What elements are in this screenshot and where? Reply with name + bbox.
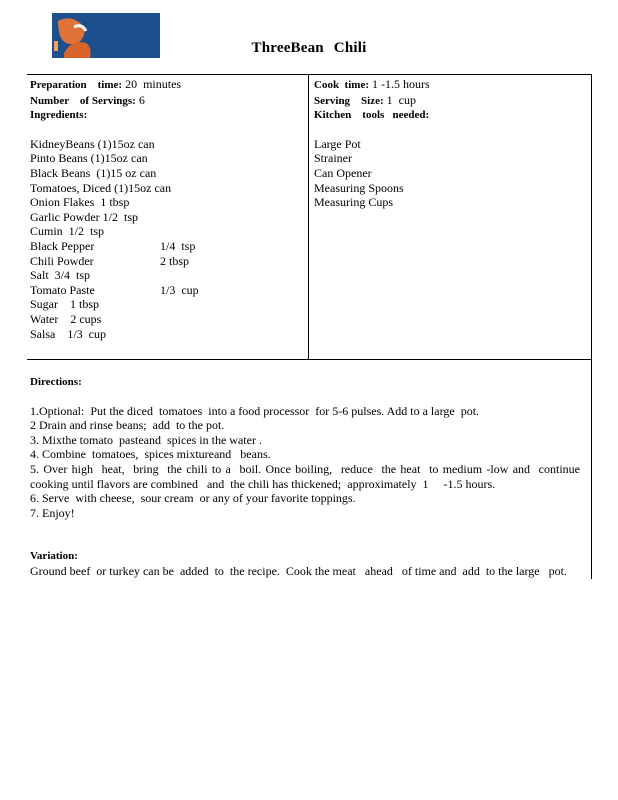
ingredient-item <box>30 239 305 254</box>
serving-size-value: 1 cup <box>386 92 416 107</box>
page-title: ThreeBean Chili <box>251 40 367 56</box>
ingredient-name: Black Pepper <box>30 238 95 253</box>
direction-step: 4. Combine tomatoes, spices mixtureand beans. <box>30 447 271 462</box>
ingredient-item <box>30 210 305 225</box>
cook-time-value: 1 -1.5 hours <box>372 77 430 91</box>
ingredient-item <box>30 283 305 298</box>
prep-time <box>30 77 305 93</box>
ingredient-amount: 2 tbsp <box>160 253 190 268</box>
ingredient-name: Salt 3/4 tsp <box>30 268 91 283</box>
direction-step: 6. Serve with cheese, sour cream or any of your favorite toppings. <box>30 491 356 506</box>
tool-item: Large Pot <box>314 136 361 151</box>
ingredient-item <box>30 195 305 210</box>
spacer <box>30 520 586 549</box>
ingredient-name: Water 2 cups <box>30 311 102 326</box>
direction-step: 2 Drain and rinse beans; add to the pot. <box>30 418 225 433</box>
servings-value: 6 <box>138 92 145 107</box>
direction-step: 7. Enjoy! <box>30 505 75 520</box>
ingredient-name: Cumin 1/2 tsp <box>30 224 105 239</box>
tools-cell <box>314 77 584 210</box>
ingredients-cell <box>30 77 305 341</box>
prep-time-label: Preparation time: <box>30 79 123 91</box>
tool-item: Measuring Cups <box>314 195 393 210</box>
spacer <box>30 123 305 137</box>
ingredient-name: Pinto Beans (1)15oz can <box>30 151 148 166</box>
tool-item: Measuring Spoons <box>314 180 404 195</box>
cook-time <box>314 77 584 93</box>
tools-list <box>314 137 584 210</box>
servings <box>30 93 305 109</box>
direction-step: 5. Over high heat, bring the chili to a boil. Once boiling, reduce the heat to medium -low and continue cooking until flavors are combined and the chili has thickened; approximately 1 -1.5 hours. <box>30 461 586 491</box>
directions-cell <box>30 375 586 579</box>
ingredient-name: Onion Flakes 1 tbsp <box>30 195 130 210</box>
variation-text: Ground beef or turkey can be added to the recipe. Cook the meat ahead of time and add to the large pot. <box>30 563 567 578</box>
ingredients-label: Ingredients: <box>30 109 88 122</box>
ingredient-name: Black Beans (1)15 oz can <box>30 165 157 180</box>
ingredient-amount: 1/3 cup <box>160 282 199 297</box>
ingredients-list <box>30 137 305 341</box>
ingredient-item <box>30 181 305 196</box>
prep-time-value: 20 minutes <box>125 77 182 91</box>
table-right-border <box>591 74 592 579</box>
serving-size-label: Serving Size: <box>314 94 384 107</box>
ingredient-name: Salsa 1/3 cup <box>30 326 106 341</box>
table-row-divider <box>27 359 592 360</box>
ingredient-name: Tomatoes, Diced (1)15oz can <box>30 180 172 195</box>
directions-list <box>30 404 586 521</box>
tool-item: Strainer <box>314 151 352 166</box>
direction-step: 3. Mixthe tomato pasteand spices in the water . <box>30 432 262 447</box>
ingredient-name: Garlic Powder 1/2 tsp <box>30 209 138 224</box>
ingredient-item <box>30 254 305 269</box>
serving-size <box>314 93 584 109</box>
variation-label: Variation: <box>30 550 78 563</box>
ingredient-item <box>30 137 305 152</box>
ingredient-name: Sugar 1 tbsp <box>30 297 99 312</box>
ingredient-item <box>30 327 305 342</box>
ingredient-name: Tomato Paste <box>30 282 95 297</box>
directions-label: Directions: <box>30 376 82 388</box>
ingredient-amount: 1/4 tsp <box>160 238 196 253</box>
cook-time-label: Cook time: <box>314 79 369 91</box>
tool-item: Can Opener <box>314 165 372 180</box>
ingredient-item <box>30 224 305 239</box>
direction-step: 1.Optional: Put the diced tomatoes into a food processor for 5-6 pulses. Add to a large pot. <box>30 403 480 418</box>
table-column-divider <box>308 74 309 359</box>
ingredient-name: KidneyBeans (1)15oz can <box>30 136 155 151</box>
tools-label: Kitchen tools needed: <box>314 109 430 122</box>
servings-label: Number of Servings: <box>30 94 136 107</box>
recipe-table <box>27 74 592 579</box>
spacer <box>30 390 586 404</box>
ingredient-item <box>30 166 305 181</box>
ingredient-item <box>30 268 305 283</box>
spacer <box>314 123 584 137</box>
ingredient-item <box>30 297 305 312</box>
table-top-border <box>27 74 592 75</box>
ingredient-name: Chili Powder <box>30 253 94 268</box>
ingredient-item <box>30 151 305 166</box>
ingredient-item <box>30 312 305 327</box>
